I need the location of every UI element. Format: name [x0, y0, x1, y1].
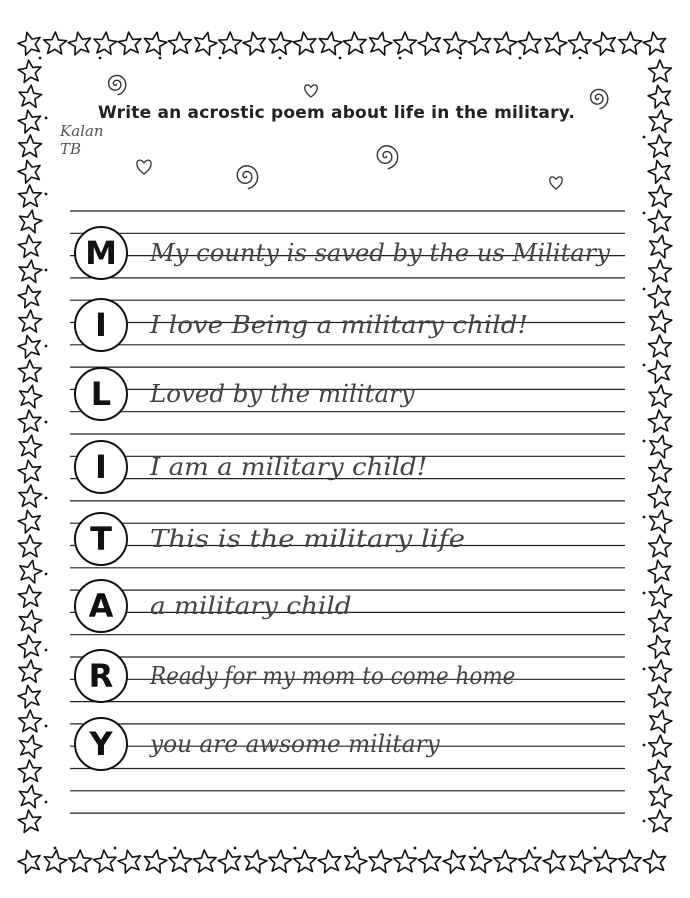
star-icon: [647, 233, 674, 259]
student-name: Kalan: [60, 122, 104, 140]
border-dot: [39, 57, 42, 60]
star-icon: [293, 850, 317, 872]
star-icon: [292, 31, 318, 56]
border-dot: [643, 592, 646, 595]
star-icon: [92, 849, 117, 873]
star-icon: [648, 609, 672, 632]
border-dot: [99, 57, 102, 60]
star-icon: [647, 783, 673, 808]
border-dot: [519, 57, 522, 60]
star-icon: [117, 31, 142, 55]
star-icon: [217, 848, 244, 874]
acrostic-rows: [75, 227, 610, 770]
star-icon: [492, 31, 518, 56]
acrostic-row: [75, 718, 440, 770]
border-dot: [643, 668, 646, 671]
star-icon: [647, 433, 674, 460]
border-dot: [279, 57, 282, 60]
star-icon: [268, 31, 293, 55]
star-icon: [647, 484, 673, 509]
star-icon: [441, 848, 468, 875]
star-icon: [649, 535, 672, 557]
star-icon: [18, 584, 42, 607]
star-icon: [542, 30, 569, 56]
acrostic-letter: I: [95, 448, 107, 486]
star-icon: [18, 659, 43, 683]
acrostic-line-text: you are awsome military: [149, 730, 441, 758]
border-dot: [643, 440, 646, 443]
star-icon: [93, 31, 118, 55]
star-icon: [648, 109, 673, 133]
star-icon: [646, 83, 673, 109]
student-name-block: [60, 122, 104, 158]
star-icon: [647, 558, 674, 584]
border-dot: [45, 345, 48, 348]
border-dot: [474, 847, 477, 850]
star-icon: [17, 208, 44, 234]
border-dot: [643, 212, 646, 215]
star-icon: [568, 32, 591, 54]
star-icon: [317, 30, 343, 55]
star-icon: [168, 31, 192, 54]
star-icon: [567, 848, 594, 874]
border-dot: [45, 725, 48, 728]
star-icon: [17, 283, 43, 308]
star-icon: [647, 508, 674, 534]
star-icon: [17, 634, 43, 659]
star-icon: [16, 29, 44, 56]
star-icon: [618, 849, 642, 872]
star-icon: [648, 335, 672, 357]
border-dot: [643, 288, 646, 291]
student-initials: TB: [60, 140, 82, 158]
star-icon: [17, 783, 43, 808]
border-dot: [45, 421, 48, 424]
acrostic-row: [75, 227, 610, 279]
border-dot: [534, 847, 537, 850]
star-icon: [646, 358, 673, 384]
star-icon: [647, 708, 674, 734]
star-icon: [241, 30, 268, 56]
border-dot: [594, 847, 597, 850]
worksheet-prompt: Write an acrostic poem about life in the military.: [98, 103, 576, 123]
star-icon: [648, 260, 671, 282]
star-icon: [18, 409, 43, 433]
star-icon: [368, 849, 393, 873]
doodles: [109, 75, 608, 189]
star-icon: [67, 30, 94, 56]
star-icon: [18, 759, 42, 782]
star-icon: [593, 849, 617, 872]
border-dot: [45, 497, 48, 500]
star-icon: [16, 333, 43, 360]
star-icon: [42, 849, 68, 874]
star-icon: [17, 608, 43, 633]
acrostic-line-text: Loved by the military: [148, 380, 416, 408]
star-icon: [367, 30, 394, 56]
star-icon: [18, 484, 42, 507]
star-icon: [142, 30, 168, 55]
border-dot: [114, 847, 117, 850]
acrostic-row: [75, 650, 515, 702]
border-dot: [174, 847, 177, 850]
star-icon: [646, 633, 673, 660]
border-dot: [459, 57, 462, 60]
border-dot: [643, 744, 646, 747]
star-icon: [116, 848, 143, 874]
border-dot: [339, 57, 342, 60]
star-icon: [648, 184, 672, 207]
star-icon: [192, 30, 219, 57]
heart-icon: [305, 85, 318, 97]
star-icon: [646, 157, 674, 184]
star-icon: [317, 848, 343, 873]
star-icon: [18, 135, 42, 157]
star-icon: [142, 848, 168, 873]
acrostic-line-text: I am a military child!: [148, 453, 428, 481]
border-dot: [234, 847, 237, 850]
star-icon: [342, 848, 369, 875]
acrostic-letter: R: [88, 657, 114, 695]
star-icon: [394, 32, 417, 54]
border-dot: [45, 269, 48, 272]
star-icon: [242, 848, 269, 874]
star-icon: [17, 434, 43, 459]
star-icon: [648, 459, 672, 482]
heart-icon: [550, 177, 563, 189]
star-icon: [647, 758, 673, 783]
spiral-icon: [237, 166, 258, 189]
star-icon: [193, 849, 217, 872]
star-icon: [18, 259, 43, 283]
spiral-icon: [109, 75, 126, 95]
star-icon: [647, 283, 673, 308]
star-icon: [467, 30, 493, 55]
star-icon: [17, 383, 44, 409]
border-dot: [45, 573, 48, 576]
border-dot: [45, 649, 48, 652]
border-dot: [643, 820, 646, 823]
star-icon: [18, 185, 42, 207]
star-icon: [17, 59, 42, 83]
spiral-icon: [377, 146, 398, 169]
acrostic-line-text: My county is saved by the us Military: [148, 239, 611, 267]
star-icon: [16, 847, 44, 874]
heart-icon: [137, 160, 151, 174]
star-icon: [343, 31, 367, 54]
star-icon: [17, 108, 44, 134]
star-icon: [541, 848, 568, 874]
star-icon: [16, 683, 43, 709]
border-dot: [579, 57, 582, 60]
border-dot: [45, 801, 48, 804]
acrostic-line-text: Ready for my mom to come home: [149, 662, 516, 690]
star-icon: [493, 850, 517, 872]
ruled-lines: [70, 211, 625, 813]
border-dot: [54, 847, 57, 850]
acrostic-row: [75, 441, 427, 493]
star-icon: [648, 60, 671, 82]
star-icon: [467, 848, 493, 873]
star-icon: [18, 84, 43, 108]
star-icon: [18, 309, 42, 332]
star-icon: [648, 810, 671, 832]
acrostic-letter: T: [90, 520, 112, 558]
star-icon: [43, 32, 67, 54]
star-icon: [648, 384, 673, 408]
star-icon: [18, 710, 41, 732]
star-icon: [647, 684, 672, 708]
star-icon: [648, 134, 672, 157]
star-icon: [591, 30, 618, 57]
acrostic-letter: Y: [89, 725, 113, 763]
border-dot: [294, 847, 297, 850]
acrostic-row: [75, 580, 352, 632]
acrostic-letter: I: [95, 306, 107, 344]
star-icon: [642, 848, 668, 873]
star-icon: [268, 849, 293, 873]
star-icon: [416, 30, 443, 56]
star-icon: [642, 30, 668, 55]
star-icon: [417, 849, 442, 873]
star-icon: [647, 209, 672, 233]
star-icon: [647, 584, 673, 609]
acrostic-line-text: I love Being a military child!: [148, 311, 528, 339]
star-icon: [168, 849, 192, 872]
star-icon: [17, 558, 44, 584]
border-dot: [45, 193, 48, 196]
border-dot: [45, 117, 48, 120]
star-icon: [68, 850, 91, 872]
star-icon: [648, 409, 673, 433]
star-icon: [17, 809, 42, 833]
acrostic-letter: M: [85, 234, 117, 272]
acrostic-row: [75, 513, 465, 565]
border-dot: [643, 516, 646, 519]
border-dot: [399, 57, 402, 60]
acrostic-letter: L: [90, 375, 112, 413]
border-dot: [159, 57, 162, 60]
star-icon: [19, 535, 42, 557]
border-dot: [414, 847, 417, 850]
star-icon: [647, 308, 673, 333]
star-icon: [16, 508, 43, 534]
border-dot: [219, 57, 222, 60]
star-icon: [17, 733, 44, 760]
border-dot: [643, 364, 646, 367]
star-icon: [18, 360, 41, 382]
border-dot: [643, 136, 646, 139]
star-icon: [648, 735, 672, 757]
star-icon: [518, 31, 543, 55]
border-dot: [354, 847, 357, 850]
star-icon: [443, 31, 467, 54]
star-icon: [16, 157, 44, 184]
star-icon: [17, 458, 43, 483]
star-icon: [17, 234, 42, 258]
star-icon: [394, 850, 417, 872]
star-icon: [648, 659, 673, 683]
acrostic-line-text: a military child: [150, 592, 352, 620]
star-icon: [618, 31, 642, 54]
acrostic-line-text: This is the military life: [150, 525, 465, 553]
acrostic-letter: A: [88, 587, 114, 625]
acrostic-row: [75, 299, 528, 351]
star-icon: [218, 32, 241, 54]
star-icon: [518, 849, 543, 873]
